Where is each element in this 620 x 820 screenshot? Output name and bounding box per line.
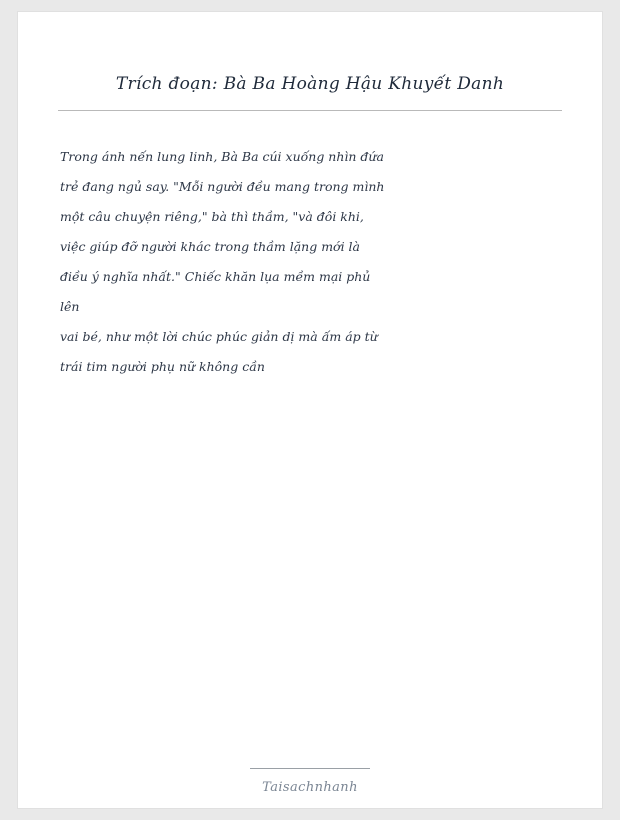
body-line: trẻ đang ngủ say. "Mỗi người đều mang trong mình [60, 179, 385, 194]
body-line: việc giúp đỡ người khác trong thầm lặng mới là [60, 239, 360, 254]
title-divider [58, 110, 562, 111]
document-page [18, 12, 602, 808]
body-line: vai bé, như một lời chúc phúc giản dị mà ấm áp từ [60, 329, 378, 344]
body-line: một câu chuyện riêng," bà thì thầm, "và đôi khi, [60, 209, 364, 224]
body-line: điều ý nghĩa nhất." Chiếc khăn lụa mềm mại phủ lên [60, 269, 371, 314]
body-line: Trong ánh nến lung linh, Bà Ba cúi xuống nhìn đứa [60, 149, 384, 164]
page-title: Trích đoạn: Bà Ba Hoàng Hậu Khuyết Danh [115, 74, 505, 94]
footer-watermark: Taisachnhanh [262, 780, 358, 795]
footer-divider [250, 768, 370, 769]
body-line: trái tim người phụ nữ không cần [60, 359, 265, 374]
document-body [60, 142, 390, 382]
